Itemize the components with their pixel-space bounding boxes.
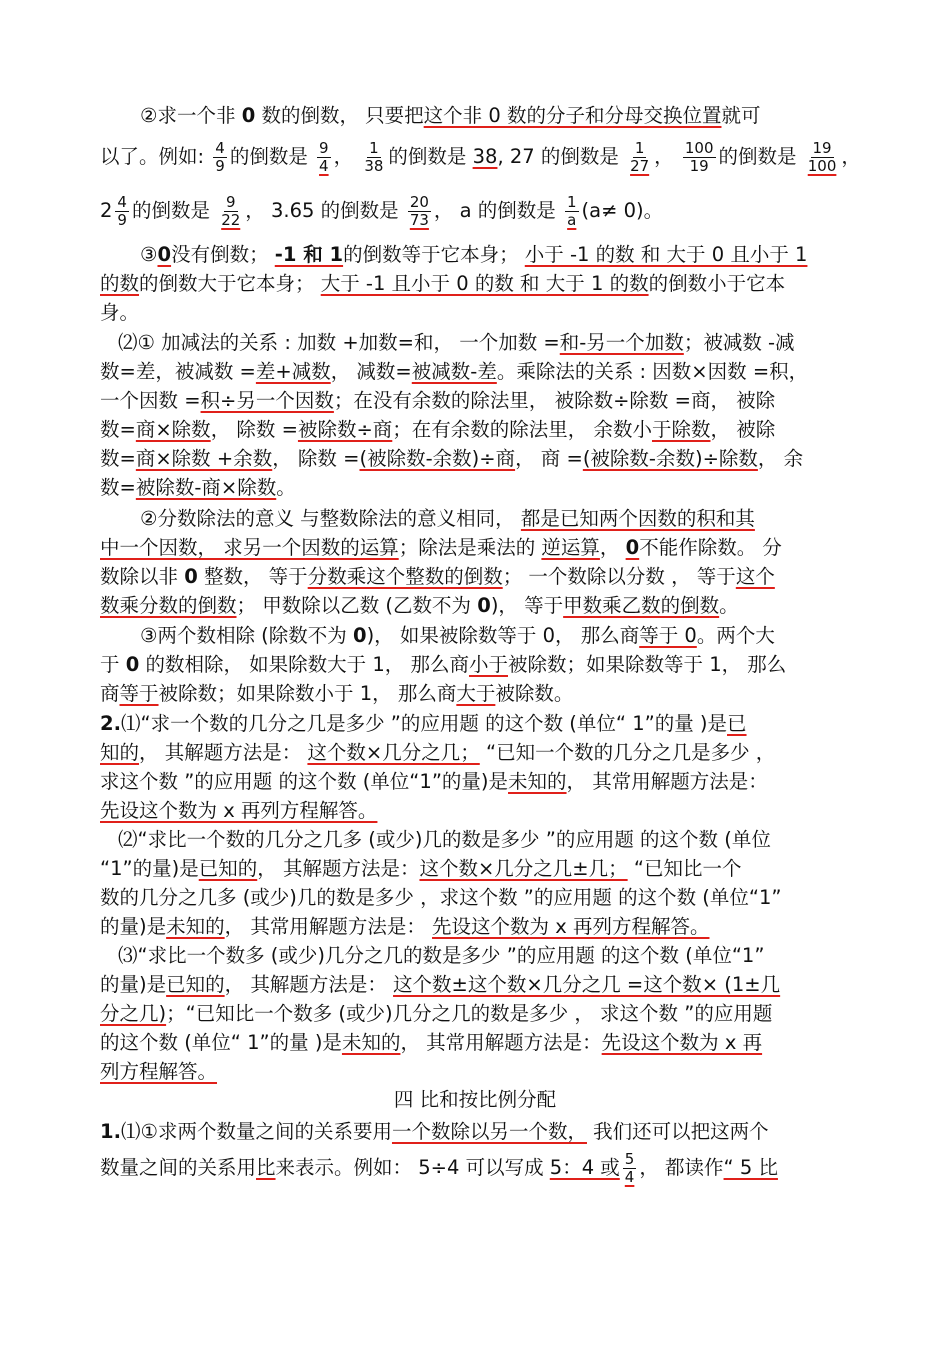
text-line: 数的几分之几多 (或少)几的数是多少 ，求这个数 ”的应用题 的这个数 (单位“1” [100, 886, 782, 909]
text: , 27 的倒数是 [497, 145, 619, 168]
underlined-answer: 于除数 [651, 418, 711, 441]
fraction: $\frac{4}{9}$ [117, 193, 127, 229]
text-line: “1”的量)是已知的， 其解题方法是：这个数×几分之几±几； “已知比一个 [100, 857, 742, 880]
text-line: 数=被除数-商×除数。 [100, 476, 296, 499]
text-line: 2.⑴“求一个数的几分之几是多少 ”的应用题 的这个数 (单位“ 1”的量 )是已 [100, 712, 747, 735]
underlined-answer: 被减数-差 [411, 360, 497, 383]
underlined-answer: 未知的 [166, 915, 225, 938]
text: 以了。例如: [100, 145, 205, 168]
underlined-answer: 这个数×几分之几±几； [419, 857, 628, 880]
underlined-answer: 逆运算 [541, 536, 600, 559]
underlined-answer: 积÷另一个因数 [200, 389, 334, 412]
underlined-answer: 小于 [468, 653, 508, 676]
underlined-answer: 小于 -1 的数 和 大于 0 且小于 1 [524, 243, 808, 266]
text: ， [841, 145, 861, 168]
underlined-answer: “ 5 比 [723, 1156, 778, 1179]
text: 2 [100, 199, 113, 222]
text: ， 3.65 的倒数是 [245, 199, 399, 222]
text-line: 数=商×除数， 除数 =被除数÷商；在有余数的除法里， 余数小于除数， 被除 [100, 418, 776, 441]
text: 的倒数是 [388, 145, 473, 168]
fraction: $\frac{19}{100}$ [807, 139, 837, 175]
underlined-answer: -1 和 1 [274, 243, 344, 266]
text: 数的倒数， 只要把 [255, 104, 424, 127]
text-line: 数=商×除数 +余数， 除数 =(被除数-余数)÷商， 商 =(被除数-余数)÷除数， 余 [100, 447, 804, 470]
text-line: 1.⑴①求两个数量之间的关系要用一个数除以另一个数， 我们还可以把这两个 [100, 1120, 769, 1143]
text-line: ③0没有倒数； -1 和 1的倒数等于它本身； 小于 -1 的数 和 大于 0 且小于 1 [140, 243, 808, 266]
fraction: $\frac{1}{a}$ [566, 193, 577, 229]
underlined-answer: 知的 [100, 741, 140, 764]
fraction: $\frac{1}{38}$ [364, 139, 384, 175]
text-line: 一个因数 =积÷另一个因数；在没有余数的除法里， 被除数÷除数 =商， 被除 [100, 389, 776, 412]
text: ②求一个非 [140, 104, 242, 127]
underlined-answer: 商×除数 +余数 [135, 447, 273, 470]
underlined-answer: 比 [256, 1156, 276, 1179]
text: (a≠ 0)。 [581, 199, 664, 222]
fraction: $\frac{9}{22}$ [221, 193, 241, 229]
underlined-answer: 被除数-商×除数 [135, 476, 277, 499]
text-line [100, 796, 377, 826]
text-line: 数乘分数的倒数； 甲数除以乙数 (乙数不为 0)， 等于甲数乘乙数的倒数。 [100, 594, 739, 617]
underlined-answer: 一个数除以另一个数， [391, 1120, 587, 1143]
fraction: $\frac{4}{9}$ [215, 139, 225, 175]
text: 的倒数是 [131, 199, 210, 222]
section-heading: 四 比和按比例分配 [393, 1088, 557, 1111]
underlined-answer: 等于 0 [639, 624, 697, 647]
underlined-answer: 分之几) [100, 1002, 167, 1025]
text: ， [654, 145, 674, 168]
text-line: 分之几)；“已知比一个数多 (或少)几分之几的数是多少 ， 求这个数 ”的应用题 [100, 1002, 773, 1025]
text: ， [333, 145, 354, 168]
fraction: $\frac{5}{4}$ [624, 1150, 635, 1186]
text-line: 的量)是已知的， 其解题方法是： 这个数±这个数×几分之几 =这个数× (1±几 [100, 973, 781, 996]
underlined-answer: 大于 [456, 682, 496, 705]
underlined-answer: 列方程解答。 [100, 1060, 218, 1083]
underlined-answer: 这个数±这个数×几分之几 =这个数× (1±几 [393, 973, 781, 996]
underlined-answer: 已知的 [166, 973, 225, 996]
underlined-answer: 先设这个数为 x 再列方程解答。 [100, 799, 378, 822]
underlined-answer: (被除数-余数)÷除数 [582, 447, 758, 470]
text-line: 数量之间的关系用比来表示。例如： 5÷4 可以写成 5：4 或 $\frac{5}{4}$ ， 都读作“ 5 比 [100, 1150, 778, 1186]
text-line [140, 101, 761, 131]
underlined-answer: 未知的 [341, 1031, 401, 1054]
text-line: 数除以非 0 整数， 等于分数乘这个整数的倒数； 一个数除以分数 ， 等于这个 [100, 565, 775, 588]
text-line: 的量)是未知的， 其常用解题方法是： 先设这个数为 x 再列方程解答。 [100, 915, 710, 938]
fraction: $\frac{100}{19}$ [684, 139, 714, 175]
text-line: ⑵① 加减法的关系 : 加数 +加数=和， 一个加数 =和-另一个加数；被减数 -减 [118, 331, 795, 354]
text: ， a 的倒数是 [433, 199, 556, 222]
underlined-answer: 都是已知两个因数的积和其 [520, 507, 755, 530]
text-line: ③两个数相除 (除数不为 0)， 如果被除数等于 0， 那么商等于 0。两个大 [140, 624, 775, 647]
underlined-answer: 被除数÷商 [297, 418, 393, 441]
text: 0 [241, 104, 256, 127]
underlined-answer: 数乘分数的倒数 [100, 594, 237, 617]
text-line [100, 138, 861, 176]
text: 的倒数是 [718, 145, 797, 168]
underlined-answer: 未知的 [508, 770, 567, 793]
text-line [100, 192, 663, 230]
underlined-answer: 商×除数 [135, 418, 211, 441]
text: 的倒数是 [229, 145, 308, 168]
text-line: 商等于被除数；如果除数小于 1， 那么商大于被除数。 [100, 682, 574, 705]
fraction: $\frac{20}{73}$ [409, 193, 429, 229]
underlined-answer: 已 [727, 712, 747, 735]
underlined-answer: (被除数-余数)÷商 [359, 447, 516, 470]
text-line: ⑵“求比一个数的几分之几多 (或少)几的数是多少 ”的应用题 的这个数 (单位 [118, 828, 771, 851]
underlined-answer: 分数乘这个整数的倒数 [307, 565, 503, 588]
underlined-answer: 0 [625, 536, 640, 559]
underlined-answer: 这个 [735, 565, 775, 588]
underlined-answer: 先设这个数为 x 再列方程解答。 [432, 915, 710, 938]
text-line: 求这个数 ”的应用题 的这个数 (单位“1”的量)是未知的， 其常用解题方法是： [100, 770, 768, 793]
text-line: 于 0 的数相除， 如果除数大于 1， 那么商小于被除数；如果除数等于 1， 那么 [100, 653, 787, 676]
underlined-answer: 0 [157, 243, 172, 266]
text-line [100, 1057, 217, 1087]
underlined-answer: 的数 [100, 272, 140, 295]
underlined-answer: 这个数×几分之几； [307, 741, 480, 764]
text-line: 知的， 其解题方法是： 这个数×几分之几； “已知一个数的几分之几是多少 ， [100, 741, 776, 764]
underlined-answer: 这个非 0 数的分子和分母交换位置 [423, 104, 722, 127]
underlined-answer: 5：4 或 [549, 1156, 620, 1179]
underlined-answer: 大于 -1 且小于 0 的数 和 大于 1 的数 [320, 272, 649, 295]
text-line: 的这个数 (单位“ 1”的量 )是未知的， 其常用解题方法是：先设这个数为 x 再 [100, 1031, 763, 1054]
underlined-answer: 38 [472, 145, 498, 168]
underlined-answer: 先设这个数为 x 再 [601, 1031, 763, 1054]
underlined-answer: 甲数乘乙数的倒数 [563, 594, 720, 617]
text-line: 中一个因数， 求另一个因数的运算；除法是乘法的 逆运算， 0不能作除数。 分 [100, 536, 782, 559]
underlined-answer: 差+减数 [255, 360, 331, 383]
text-line: 数=差，被减数 =差+减数， 减数=被减数-差。乘除法的关系 : 因数×因数 =积， [100, 360, 809, 383]
fraction: $\frac{9}{4}$ [319, 139, 329, 175]
fraction: $\frac{1}{27}$ [630, 139, 650, 175]
underlined-answer: 已知的 [198, 857, 258, 880]
text-line: 身。 [100, 301, 140, 324]
text-line: 的数的倒数大于它本身； 大于 -1 且小于 0 的数 和 大于 1 的数的倒数小于它本 [100, 272, 786, 295]
underlined-answer: 和-另一个加数 [559, 331, 684, 354]
underlined-answer: 中一个因数， 求另一个因数的运算 [100, 536, 399, 559]
text-line: ②分数除法的意义 与整数除法的意义相同， 都是已知两个因数的积和其 [140, 507, 755, 530]
underlined-answer: 等于 [119, 682, 159, 705]
text-line: ⑶“求比一个数多 (或少)几分之几的数是多少 ”的应用题 的这个数 (单位“1” [118, 944, 765, 967]
text: 就可 [721, 104, 761, 127]
